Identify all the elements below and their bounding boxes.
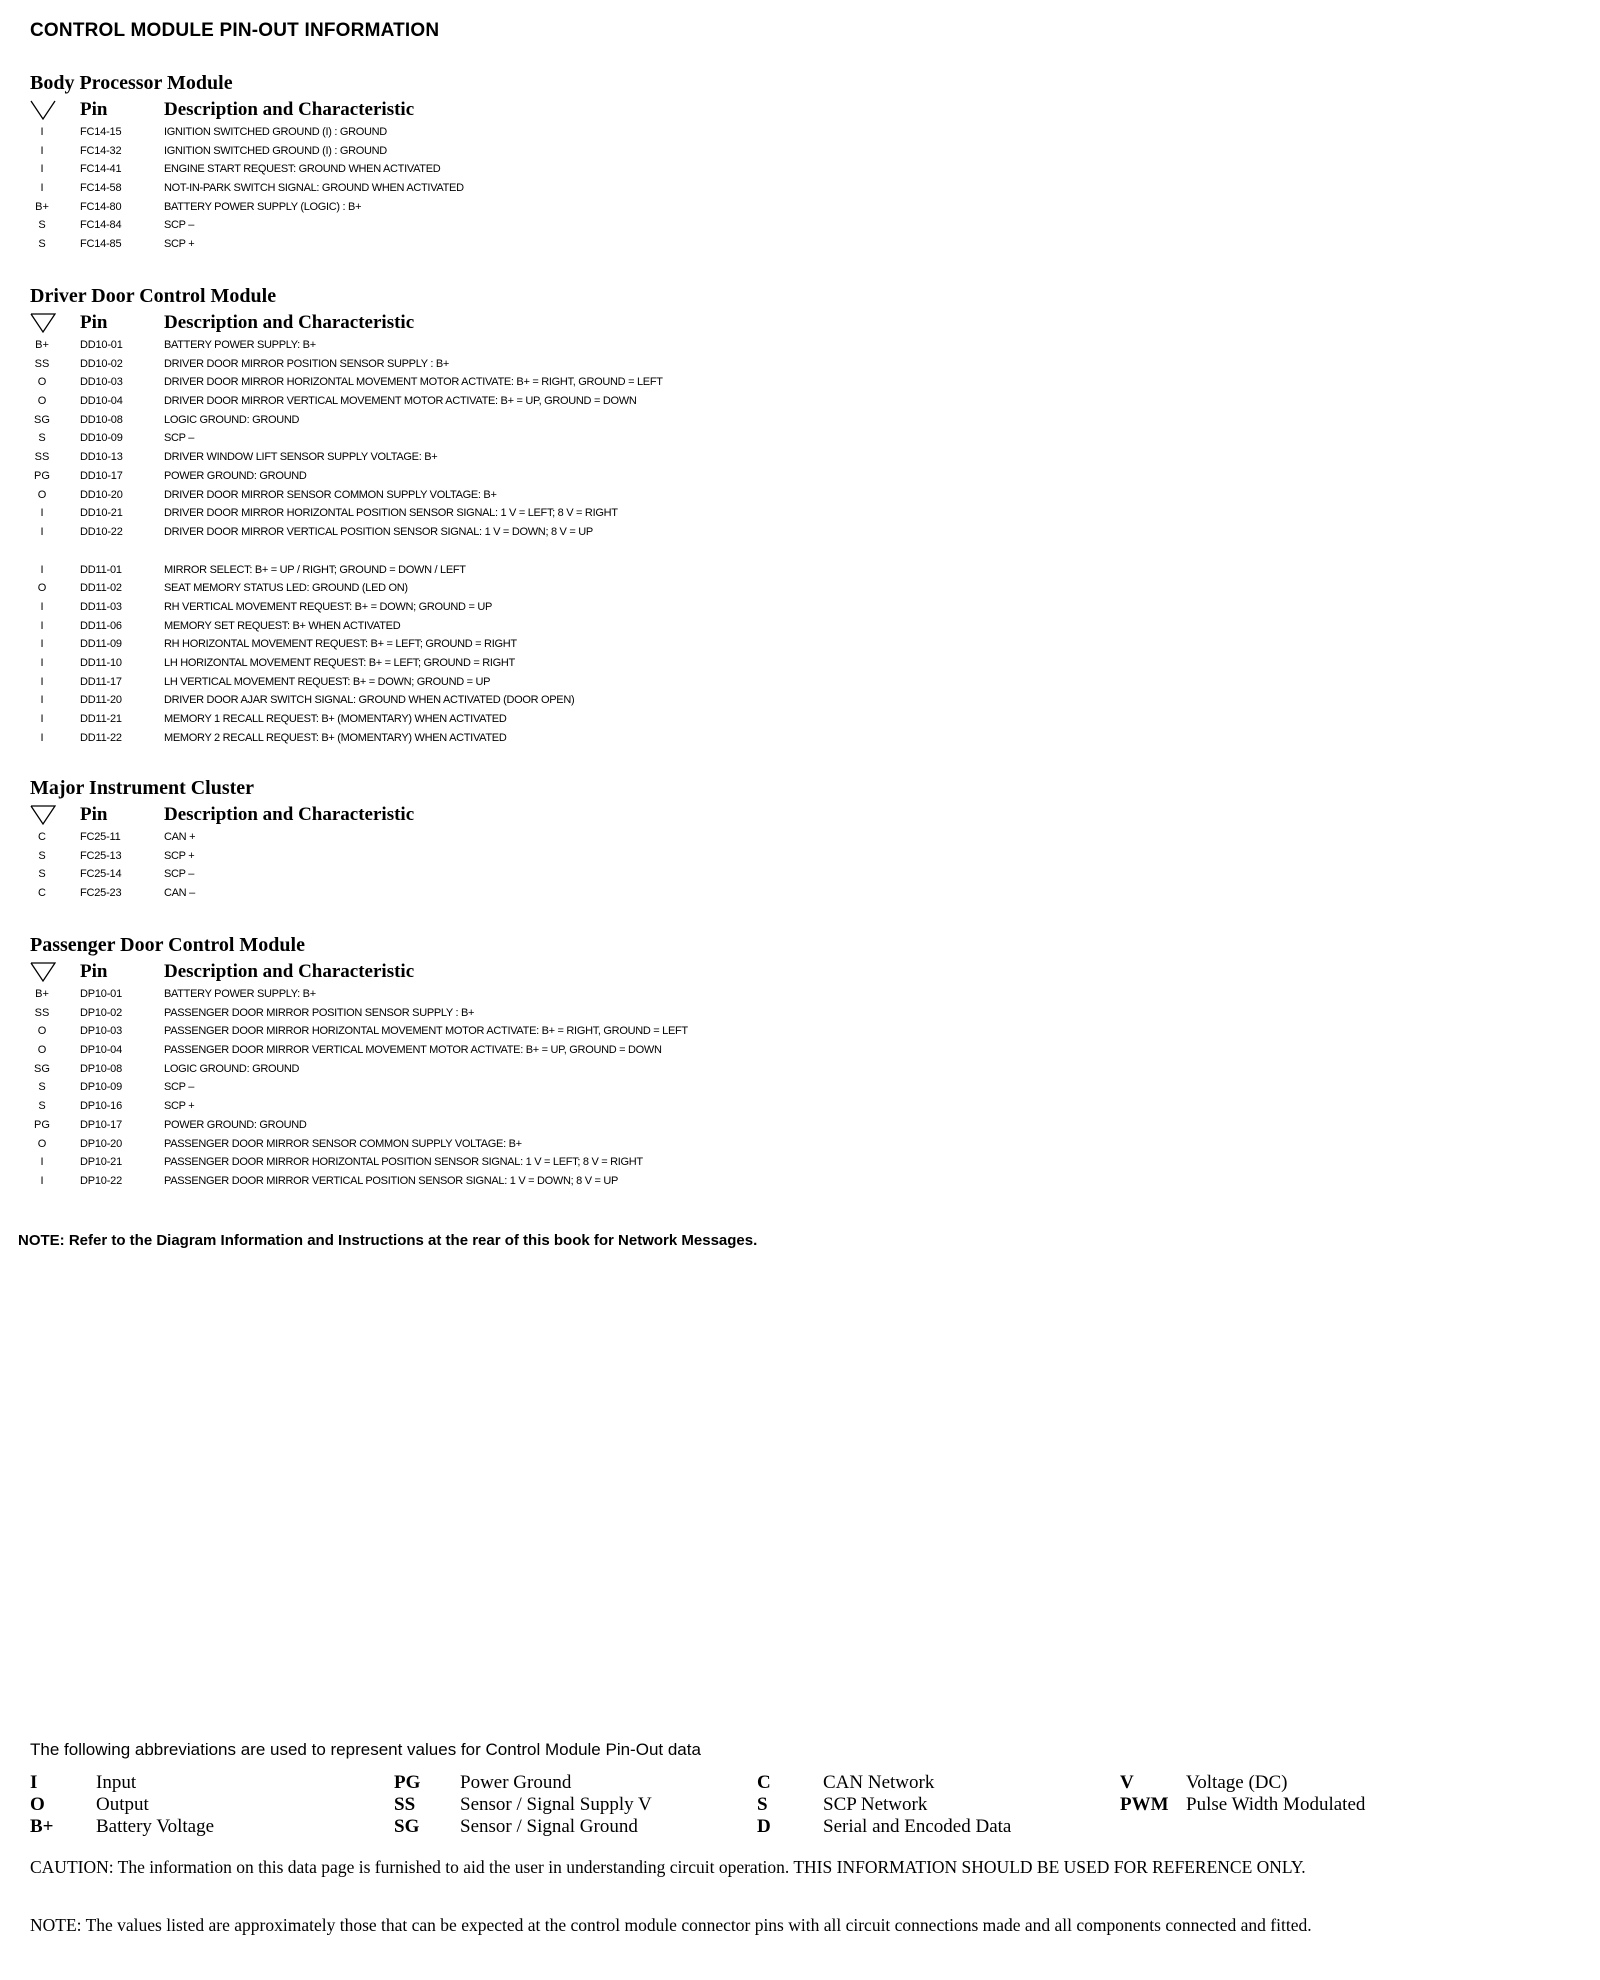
pin-type: S xyxy=(38,849,46,862)
pin-type: S xyxy=(38,1100,46,1113)
caution-text: CAUTION: The information on this data page is furnished to aid the user in understanding circuit operation. THIS INFORMATION SHOULD BE USED FOR REFERENCE ONLY. xyxy=(30,1857,1306,1877)
table-row xyxy=(30,1078,1570,1097)
table-row xyxy=(30,579,1570,598)
abbreviation-meaning: Voltage (DC) xyxy=(1186,1772,1288,1793)
pin-id: DD10-13 xyxy=(80,451,123,464)
table-row xyxy=(30,179,1570,198)
abbreviation-code: SS xyxy=(394,1794,416,1815)
pin-description: CAN – xyxy=(164,887,195,900)
pin-type: PG xyxy=(34,469,50,482)
table-row xyxy=(30,561,1570,580)
section-title: Body Processor Module xyxy=(30,72,233,94)
pin-column-header: Pin xyxy=(80,312,108,333)
pin-id: FC14-32 xyxy=(80,144,122,157)
pin-description: PASSENGER DOOR MIRROR VERTICAL POSITION SENSOR SIGNAL: 1 V = DOWN; 8 V = UP xyxy=(164,1174,619,1187)
table-row xyxy=(30,1097,1570,1116)
pin-id: DP10-04 xyxy=(80,1044,123,1057)
pin-id: DD10-02 xyxy=(80,357,123,370)
column-header xyxy=(30,801,1570,828)
table-row xyxy=(30,448,1570,467)
pin-id: DD11-21 xyxy=(80,713,122,726)
pin-type: I xyxy=(40,163,44,176)
pin-id: DD11-06 xyxy=(80,619,122,632)
table-row xyxy=(30,1004,1570,1023)
pin-type: PG xyxy=(34,1118,50,1131)
pin-description: SCP + xyxy=(164,849,195,862)
pin-type: O xyxy=(37,395,47,408)
pin-id: FC25-11 xyxy=(80,831,121,843)
pin-description: DRIVER DOOR MIRROR VERTICAL POSITION SENSOR SIGNAL: 1 V = DOWN; 8 V = UP xyxy=(164,525,593,538)
pin-id: FC14-85 xyxy=(80,238,122,251)
abbreviation-code: SG xyxy=(394,1816,420,1837)
pin-description: DRIVER WINDOW LIFT SENSOR SUPPLY VOLTAGE: B+ xyxy=(164,451,438,464)
pin-id: DP10-01 xyxy=(80,988,123,1000)
table-row xyxy=(30,392,1570,411)
pin-description: DRIVER DOOR MIRROR HORIZONTAL MOVEMENT MOTOR ACTIVATE: B+ = RIGHT, GROUND = LEFT xyxy=(164,376,663,389)
pin-id: DD10-09 xyxy=(80,432,123,445)
pin-type: B+ xyxy=(35,339,49,351)
pin-id: DP10-03 xyxy=(80,1025,123,1038)
pin-type: I xyxy=(40,731,44,744)
pin-description: RH HORIZONTAL MOVEMENT REQUEST: B+ = LEFT; GROUND = RIGHT xyxy=(164,638,517,651)
pin-description: NOT-IN-PARK SWITCH SIGNAL: GROUND WHEN ACTIVATED xyxy=(164,182,464,195)
pin-id: DP10-02 xyxy=(80,1006,123,1019)
column-header xyxy=(30,958,1570,985)
pin-description: PASSENGER DOOR MIRROR HORIZONTAL POSITION SENSOR SIGNAL: 1 V = LEFT; 8 V = RIGHT xyxy=(164,1156,643,1169)
pin-description: SCP – xyxy=(164,219,195,232)
pin-description: SCP + xyxy=(164,238,195,251)
pin-description: SCP + xyxy=(164,1100,195,1113)
pin-id: FC14-84 xyxy=(80,219,122,232)
abbreviation-meaning: Pulse Width Modulated xyxy=(1186,1794,1366,1815)
pin-type: O xyxy=(37,1137,47,1150)
pin-column-header: Pin xyxy=(80,99,108,120)
table-row xyxy=(30,710,1570,729)
module-section xyxy=(30,283,1570,747)
pin-type: B+ xyxy=(35,200,49,213)
pin-id: DD11-10 xyxy=(80,657,122,669)
table-row xyxy=(30,235,1570,254)
pin-type: O xyxy=(37,488,47,501)
pin-type: SS xyxy=(34,451,50,464)
pin-type: I xyxy=(40,1156,44,1169)
pin-type: SS xyxy=(34,357,50,370)
table-row xyxy=(30,429,1570,448)
table-row xyxy=(30,865,1570,884)
pin-table xyxy=(30,123,1570,254)
abbreviation-meaning: Battery Voltage xyxy=(96,1816,215,1837)
module-section xyxy=(30,775,1570,903)
pin-type: I xyxy=(40,694,44,707)
final-note: NOTE: The values listed are approximately those that can be expected at the control module connector pins with all circuit connections made and all components connected and fitted. xyxy=(30,1915,1312,1935)
pin-type: O xyxy=(37,582,47,595)
pin-type: I xyxy=(40,563,44,576)
column-header xyxy=(30,96,1570,123)
pin-type: O xyxy=(37,376,47,389)
pin-type: S xyxy=(38,1081,46,1094)
pin-table xyxy=(30,828,1570,903)
pin-description: POWER GROUND: GROUND xyxy=(164,1118,307,1131)
module-section xyxy=(30,70,1570,254)
triangle-icon xyxy=(30,961,56,983)
pin-table xyxy=(30,336,1570,747)
module-section xyxy=(30,932,1570,1191)
table-row xyxy=(30,985,1570,1004)
pin-description: MIRROR SELECT: B+ = UP / RIGHT; GROUND = DOWN / LEFT xyxy=(164,563,466,576)
page-title: CONTROL MODULE PIN-OUT INFORMATION xyxy=(30,20,440,41)
abbreviation-code: I xyxy=(30,1772,38,1793)
pin-id: FC14-58 xyxy=(80,182,122,195)
pin-type: C xyxy=(38,831,46,843)
pin-description: RH VERTICAL MOVEMENT REQUEST: B+ = DOWN; GROUND = UP xyxy=(164,600,493,613)
pin-description: IGNITION SWITCHED GROUND (I) : GROUND xyxy=(164,126,387,138)
pin-id: DD10-03 xyxy=(80,376,123,389)
pin-table xyxy=(30,985,1570,1191)
table-row xyxy=(30,1172,1570,1191)
table-row xyxy=(30,1116,1570,1135)
pin-id: FC25-23 xyxy=(80,887,122,900)
table-row xyxy=(30,1153,1570,1172)
pin-description: MEMORY SET REQUEST: B+ WHEN ACTIVATED xyxy=(164,619,401,632)
pin-type: SS xyxy=(34,1006,50,1019)
pin-type: I xyxy=(40,657,44,669)
table-row xyxy=(30,654,1570,673)
section-title: Passenger Door Control Module xyxy=(30,934,305,956)
section-title: Major Instrument Cluster xyxy=(30,777,255,799)
abbreviation-code: PG xyxy=(394,1772,421,1793)
pin-description: BATTERY POWER SUPPLY: B+ xyxy=(164,988,316,1000)
pin-type: S xyxy=(38,238,46,251)
table-row xyxy=(30,216,1570,235)
abbreviation-code: PWM xyxy=(1120,1794,1169,1815)
description-column-header: Description and Characteristic xyxy=(164,312,415,333)
pin-id: DD11-03 xyxy=(80,600,122,613)
table-row xyxy=(30,486,1570,505)
pin-type: SG xyxy=(34,413,50,426)
abbreviation-meaning: Sensor / Signal Supply V xyxy=(460,1794,652,1815)
pin-id: DD10-20 xyxy=(80,488,123,501)
pin-id: DP10-16 xyxy=(80,1100,123,1113)
pin-description: BATTERY POWER SUPPLY (LOGIC) : B+ xyxy=(164,200,362,213)
abbreviation-code: C xyxy=(757,1772,771,1793)
table-row xyxy=(30,635,1570,654)
pin-type: I xyxy=(40,1174,44,1187)
section-title: Driver Door Control Module xyxy=(30,285,277,307)
pin-description: LH HORIZONTAL MOVEMENT REQUEST: B+ = LEFT; GROUND = RIGHT xyxy=(164,657,515,669)
pin-id: DD10-21 xyxy=(80,507,123,520)
pin-type: O xyxy=(37,1044,47,1057)
pin-column-header: Pin xyxy=(80,961,108,982)
table-row xyxy=(30,691,1570,710)
pin-column-header: Pin xyxy=(80,804,108,825)
pin-type: I xyxy=(40,144,44,157)
pin-type: SG xyxy=(34,1062,50,1075)
abbreviation-meaning: Input xyxy=(96,1772,137,1793)
pin-description: CAN + xyxy=(164,831,196,843)
pin-type: S xyxy=(38,219,46,232)
abbreviation-meaning: Sensor / Signal Ground xyxy=(460,1816,638,1837)
pin-type: I xyxy=(40,525,44,538)
pin-id: DP10-22 xyxy=(80,1174,123,1187)
pin-description: LOGIC GROUND: GROUND xyxy=(164,413,300,426)
pin-description: PASSENGER DOOR MIRROR HORIZONTAL MOVEMENT MOTOR ACTIVATE: B+ = RIGHT, GROUND = LEFT xyxy=(164,1025,688,1038)
pin-id: DD10-17 xyxy=(80,469,123,482)
abbreviation-meaning: Serial and Encoded Data xyxy=(823,1816,1012,1837)
table-row xyxy=(30,1060,1570,1079)
table-row xyxy=(30,198,1570,217)
pin-id: FC14-15 xyxy=(80,126,122,138)
abbreviation-code: V xyxy=(1120,1772,1134,1793)
pin-type: B+ xyxy=(35,988,49,1000)
pin-description: POWER GROUND: GROUND xyxy=(164,469,307,482)
pin-id: FC25-14 xyxy=(80,868,122,881)
pin-description: SCP – xyxy=(164,1081,195,1094)
pin-description: SCP – xyxy=(164,868,195,881)
triangle-icon xyxy=(30,312,56,334)
pin-description: SCP – xyxy=(164,432,195,445)
pin-description: DRIVER DOOR AJAR SWITCH SIGNAL: GROUND WHEN ACTIVATED (DOOR OPEN) xyxy=(164,694,575,707)
abbreviation-code: O xyxy=(30,1794,45,1815)
table-row xyxy=(30,1022,1570,1041)
table-row xyxy=(30,673,1570,692)
description-column-header: Description and Characteristic xyxy=(164,804,415,825)
table-row xyxy=(30,523,1570,542)
pin-id: DP10-09 xyxy=(80,1081,123,1094)
pin-description: PASSENGER DOOR MIRROR VERTICAL MOVEMENT MOTOR ACTIVATE: B+ = UP, GROUND = DOWN xyxy=(164,1044,662,1057)
pin-type: I xyxy=(40,126,44,138)
pin-description: PASSENGER DOOR MIRROR SENSOR COMMON SUPPLY VOLTAGE: B+ xyxy=(164,1137,522,1150)
pin-description: DRIVER DOOR MIRROR VERTICAL MOVEMENT MOTOR ACTIVATE: B+ = UP, GROUND = DOWN xyxy=(164,395,637,408)
abbreviation-code: S xyxy=(757,1794,768,1815)
table-row xyxy=(30,160,1570,179)
triangle-icon xyxy=(30,99,56,121)
pin-id: FC14-80 xyxy=(80,200,122,213)
pin-type: O xyxy=(37,1025,47,1038)
table-row xyxy=(30,617,1570,636)
table-row xyxy=(30,411,1570,430)
pin-id: DD11-17 xyxy=(80,675,122,688)
table-row xyxy=(30,828,1570,847)
pin-id: DD11-22 xyxy=(80,731,122,744)
table-row xyxy=(30,504,1570,523)
abbreviation-code: B+ xyxy=(30,1816,54,1837)
table-row xyxy=(30,1135,1570,1154)
table-row xyxy=(30,123,1570,142)
pin-type: S xyxy=(38,868,46,881)
abbreviation-meaning: Power Ground xyxy=(460,1772,572,1793)
pin-description: MEMORY 2 RECALL REQUEST: B+ (MOMENTARY) WHEN ACTIVATED xyxy=(164,731,507,744)
pin-description: ENGINE START REQUEST: GROUND WHEN ACTIVATED xyxy=(164,163,441,176)
pin-description: BATTERY POWER SUPPLY: B+ xyxy=(164,339,316,351)
pin-id: DD11-02 xyxy=(80,582,122,595)
pin-type: I xyxy=(40,600,44,613)
pin-description: SEAT MEMORY STATUS LED: GROUND (LED ON) xyxy=(164,582,408,595)
table-row xyxy=(30,336,1570,355)
pin-description: DRIVER DOOR MIRROR HORIZONTAL POSITION SENSOR SIGNAL: 1 V = LEFT; 8 V = RIGHT xyxy=(164,507,618,520)
pin-id: DP10-08 xyxy=(80,1062,123,1075)
pin-type: I xyxy=(40,638,44,651)
table-row xyxy=(30,373,1570,392)
abbreviation-code: D xyxy=(757,1816,771,1837)
pin-description: IGNITION SWITCHED GROUND (I) : GROUND xyxy=(164,144,387,157)
pin-id: FC14-41 xyxy=(80,163,122,176)
row-spacer xyxy=(30,542,1570,561)
pin-type: I xyxy=(40,675,44,688)
pin-type: I xyxy=(40,619,44,632)
pin-id: DD10-08 xyxy=(80,413,123,426)
pin-description: DRIVER DOOR MIRROR POSITION SENSOR SUPPLY : B+ xyxy=(164,357,449,370)
table-row xyxy=(30,1041,1570,1060)
pin-id: DD10-04 xyxy=(80,395,123,408)
table-row xyxy=(30,355,1570,374)
pin-description: DRIVER DOOR MIRROR SENSOR COMMON SUPPLY VOLTAGE: B+ xyxy=(164,488,497,501)
triangle-icon xyxy=(30,804,56,826)
network-note: NOTE: Refer to the Diagram Information and Instructions at the rear of this book for Network Messages. xyxy=(18,1232,758,1249)
table-row xyxy=(30,847,1570,866)
pin-type: S xyxy=(38,432,46,445)
pin-description: LOGIC GROUND: GROUND xyxy=(164,1062,300,1075)
pin-description: MEMORY 1 RECALL REQUEST: B+ (MOMENTARY) WHEN ACTIVATED xyxy=(164,713,507,726)
abbreviation-meaning: Output xyxy=(96,1794,149,1815)
pin-type: C xyxy=(38,887,46,900)
pin-id: DP10-21 xyxy=(80,1156,123,1169)
abbreviation-meaning: CAN Network xyxy=(823,1772,935,1793)
pin-id: DD11-20 xyxy=(80,694,122,707)
pin-id: DP10-17 xyxy=(80,1118,123,1131)
pin-description: PASSENGER DOOR MIRROR POSITION SENSOR SUPPLY : B+ xyxy=(164,1006,475,1019)
column-header xyxy=(30,309,1570,336)
pin-description: LH VERTICAL MOVEMENT REQUEST: B+ = DOWN; GROUND = UP xyxy=(164,675,491,688)
table-row xyxy=(30,467,1570,486)
pin-id: FC25-13 xyxy=(80,849,122,862)
description-column-header: Description and Characteristic xyxy=(164,961,415,982)
table-row xyxy=(30,884,1570,903)
pin-id: DP10-20 xyxy=(80,1137,123,1150)
pin-id: DD11-09 xyxy=(80,638,122,651)
pin-id: DD10-01 xyxy=(80,339,123,351)
pin-id: DD11-01 xyxy=(80,563,122,576)
abbreviation-meaning: SCP Network xyxy=(823,1794,928,1815)
description-column-header: Description and Characteristic xyxy=(164,99,415,120)
table-row xyxy=(30,729,1570,748)
pin-type: I xyxy=(40,507,44,520)
table-row xyxy=(30,598,1570,617)
pin-type: I xyxy=(40,713,44,726)
pin-id: DD10-22 xyxy=(80,525,123,538)
pin-type: I xyxy=(40,182,44,195)
abbreviations-intro: The following abbreviations are used to represent values for Control Module Pin-Out data xyxy=(30,1740,701,1759)
table-row xyxy=(30,142,1570,161)
